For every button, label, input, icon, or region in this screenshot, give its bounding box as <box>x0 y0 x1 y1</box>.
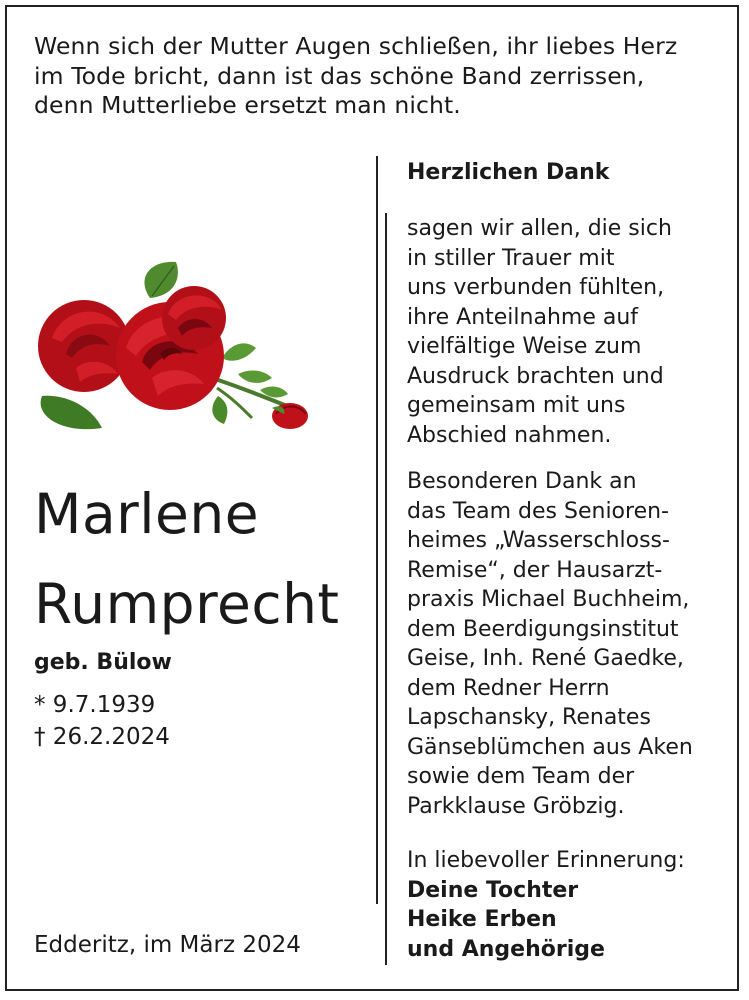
memorial-poem <box>34 32 677 121</box>
text-line: ihre Anteilnahme auf <box>407 304 639 330</box>
text-line: sagen wir allen, die sich <box>407 216 672 241</box>
death-date: † 26.2.2024 <box>34 724 170 750</box>
poem-line: Wenn sich der Mutter Augen schließen, ihr liebes Herz <box>34 32 678 60</box>
thanks-heading: Herzlichen Dank <box>407 160 610 185</box>
text-line: das Team des Senioren- <box>407 498 669 524</box>
place-and-date: Edderitz, im März 2024 <box>34 932 301 958</box>
text-line: heimes „Wasserschloss- <box>407 528 670 553</box>
text-line: vielfältige Weise zum <box>407 334 642 359</box>
thanks-paragraph-2 <box>407 467 693 821</box>
column-divider-upper <box>376 156 378 904</box>
closing-intro: In liebevoller Erinnerung: <box>407 848 685 873</box>
deceased-first-name: Marlene <box>34 482 260 546</box>
text-line: praxis Michael Buchheim, <box>407 587 690 612</box>
text-line: sowie dem Team der <box>407 764 635 789</box>
text-line: Parkklause Gröbzig. <box>407 793 625 819</box>
text-line: Abschied nahmen. <box>407 422 612 448</box>
text-line: dem Redner Herrn <box>407 675 610 701</box>
deceased-last-name: Rumprecht <box>34 572 340 636</box>
text-line: uns verbunden fühlten, <box>407 275 665 300</box>
birth-date: * 9.7.1939 <box>34 692 156 718</box>
maiden-name: geb. Bülow <box>34 650 172 675</box>
text-line: Besonderen Dank an <box>407 469 637 494</box>
signatory: Deine Tochter <box>407 877 579 903</box>
text-line: Lapschansky, Renates <box>407 705 651 730</box>
text-line: dem Beerdigungsinstitut <box>407 616 679 642</box>
thanks-paragraph-1 <box>407 214 672 450</box>
text-line: Remise“, der Hausarzt- <box>407 557 663 583</box>
closing-signature <box>407 846 685 964</box>
text-line: Geise, Inh. René Gaedke, <box>407 646 684 671</box>
roses-illustration-icon <box>32 258 322 438</box>
text-line: Gänseblümchen aus Aken <box>407 734 693 760</box>
signatory: und Angehörige <box>407 936 605 962</box>
poem-line: im Tode bricht, dann ist das schöne Band zerrissen, <box>34 61 645 90</box>
column-divider-lower <box>385 213 387 965</box>
text-line: gemeinsam mit uns <box>407 393 626 418</box>
poem-line: denn Mutterliebe ersetzt man nicht. <box>34 91 461 119</box>
text-line: in stiller Trauer mit <box>407 245 615 271</box>
signatory: Heike Erben <box>407 907 557 932</box>
text-line: Ausdruck brachten und <box>407 363 664 389</box>
